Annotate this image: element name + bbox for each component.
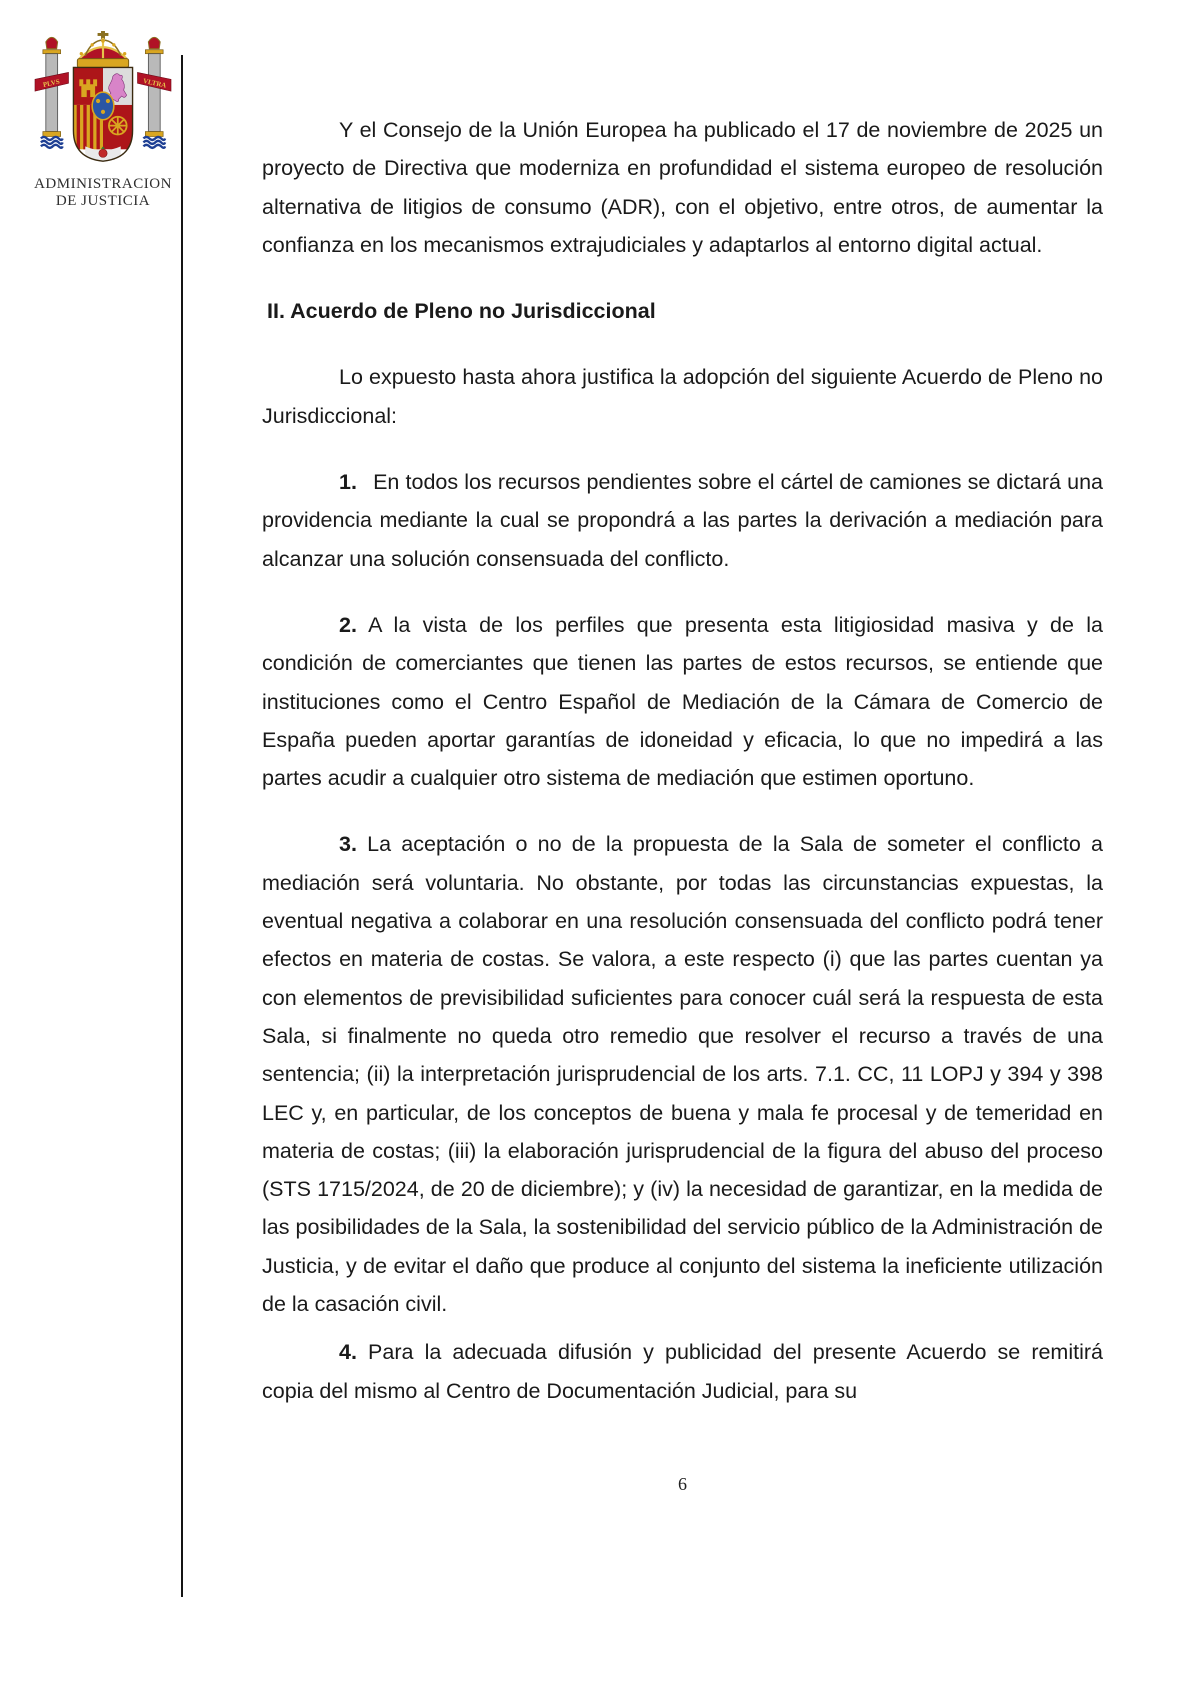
org-name bbox=[28, 176, 178, 210]
chains-of-navarre bbox=[109, 117, 127, 135]
item-number: 3. bbox=[339, 832, 357, 857]
bourbon-oval bbox=[92, 92, 114, 120]
royal-crown-icon bbox=[77, 31, 128, 67]
quartered-shield bbox=[73, 67, 132, 162]
paragraph-lead: Lo expuesto hasta ahora justifica la adopción del siguiente Acuerdo de Pleno no Jurisdiccional: bbox=[262, 365, 1103, 428]
agreement-item-1 bbox=[262, 463, 1103, 578]
page-number: 6 bbox=[678, 1473, 687, 1494]
item-text: Para la adecuada difusión y publicidad del presente Acuerdo se remitirá copia del mismo al Centro de Documentación Judicial, para su bbox=[262, 1340, 1103, 1403]
letterhead-divider bbox=[181, 55, 183, 1597]
section-heading: II. Acuerdo de Pleno no Jurisdiccional bbox=[267, 299, 656, 324]
agreement-item-2 bbox=[262, 606, 1103, 797]
item-text: En todos los recursos pendientes sobre el cártel de camiones se dictará una providencia mediante la cual se propondrá a las partes la derivación a mediación para alcanzar una solución consensuada del conflicto. bbox=[262, 470, 1103, 571]
paragraph-intro: Y el Consejo de la Unión Europea ha publicado el 17 de noviembre de 2025 un proyecto de Directiva que moderniza en profundidad el sistema europeo de resolución alternativa de litigios de consumo (ADR), con el objetivo, entre otros, de aumentar la confianza en los mecanismos extrajudiciales y adaptarlos al entorno digital actual. bbox=[262, 118, 1103, 257]
document-body bbox=[262, 111, 1103, 1503]
spain-coat-of-arms-icon bbox=[34, 30, 172, 173]
letterhead bbox=[28, 30, 178, 210]
item-number: 2. bbox=[339, 612, 357, 637]
castle-icon bbox=[79, 79, 97, 97]
org-name-line2: DE JUSTICIA bbox=[55, 193, 151, 209]
motto-text-plvs: PLVS bbox=[42, 78, 61, 89]
item-number: 4. bbox=[339, 1340, 357, 1365]
pillar-of-hercules-left bbox=[41, 37, 63, 147]
org-name-line1: ADMINISTRACION bbox=[34, 176, 172, 192]
agreement-item-3 bbox=[262, 825, 1103, 1323]
agreement-item-4 bbox=[262, 1333, 1103, 1410]
item-text: La aceptación o no de la propuesta de la Sala de someter el conflicto a mediación será voluntaria. No obstante, por todas las circunstancias expuestas, la eventual negativa a colaborar en una resolución consensuada del conflicto podrá tener efectos en materia de costas. Se valora, a este respecto (i) que las partes cuentan ya con elementos de previsibilidad suficientes para conocer cuál será la respuesta de esta Sala, si finalmente no queda otro remedio que resolver el recurso a través de una sentencia; (ii) la interpretación jurisprudencial de los arts. 7.1. CC, 11 LOPJ y 394 y 398 LEC y, en particular, de los conceptos de buena y mala fe procesal y de temeridad en materia de costas; (iii) la elaboración jurisprudencial de la figura del abuso del proceso (STS 1715/2024, de 20 de diciembre); y (iv) la necesidad de garantizar, en la medida de las posibilidades de la Sala, la sostenibilidad del servicio público de la Administración de Justicia, y de evitar el daño que produce al conjunto del sistema la ineficiente utilización de la casación civil. bbox=[262, 832, 1103, 1317]
motto-text-vltra: VLTRA bbox=[142, 77, 167, 90]
pillar-of-hercules-right bbox=[143, 37, 165, 147]
item-number: 1. bbox=[339, 470, 357, 495]
item-text: A la vista de los perfiles que presenta esta litigiosidad masiva y de la condición de comerciantes que tienen las partes de estos recursos, se entiende que instituciones como el Centro Español de Mediación de la Cámara de Comercio de España pueden aportar garantías de idoneidad y eficacia, lo que no impedirá a las partes acudir a cualquier otro sistema de mediación que estimen oportuno. bbox=[262, 612, 1104, 791]
